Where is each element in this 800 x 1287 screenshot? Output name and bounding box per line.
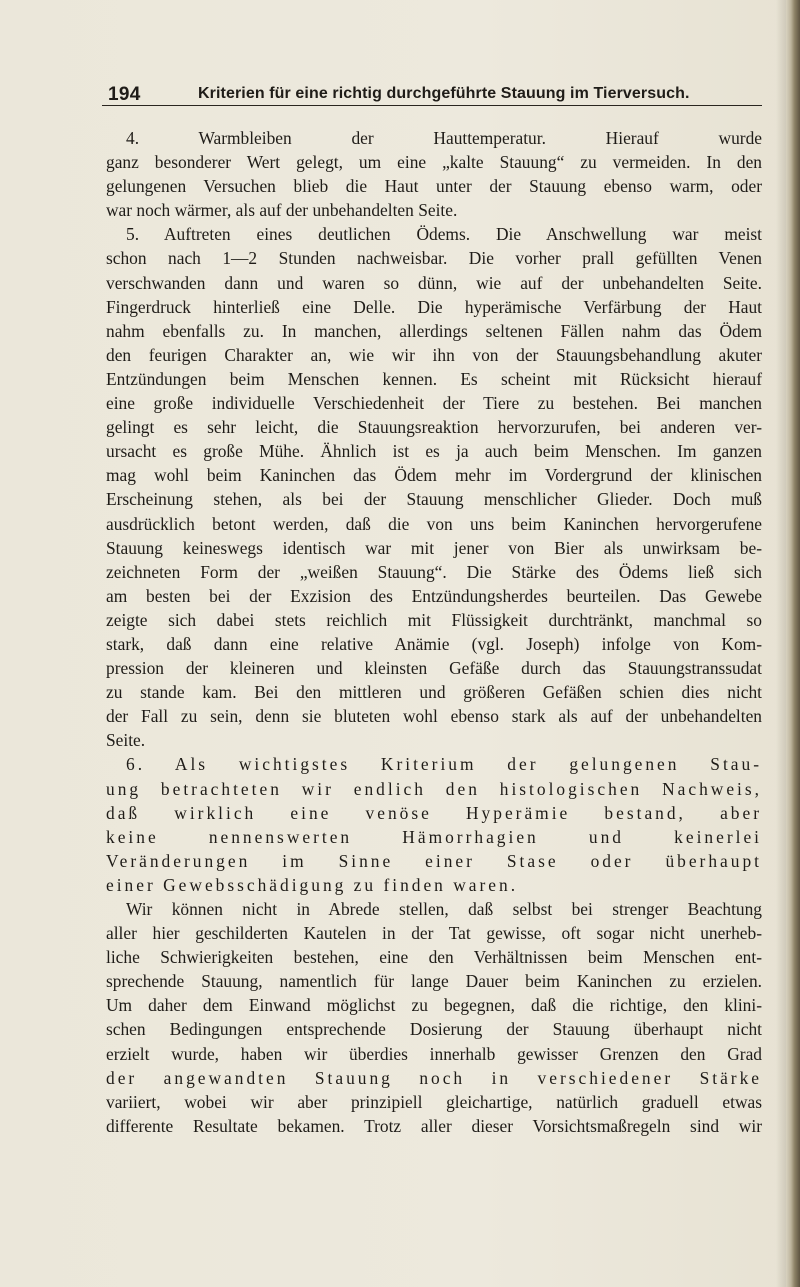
paragraph-7-line: Wir können nicht in Abrede stellen, daß selbst bei strenger Beachtung <box>126 899 762 919</box>
paragraph-6-line: 6. Als wichtigstes Kriterium der gelungenen Stau- <box>126 754 762 775</box>
text-line: nahm ebenfalls zu. In manchen, allerdings seltenen Fällen nahm das Ödem <box>106 320 762 341</box>
text-line: schon nach 1—2 Stunden nachweisbar. Die vorher prall gefüllten Venen <box>106 248 762 269</box>
text-line: Erscheinung stehen, als bei der Stauung menschlicher Glieder. Doch muß <box>106 489 762 510</box>
book-binding-edge <box>786 0 800 1287</box>
text-line: stark, daß dann eine relative Anämie (vgl. Joseph) infolge von Kom- <box>106 633 762 654</box>
text-line: war noch wärmer, als auf der unbehandelten Seite. <box>106 200 458 221</box>
text-line: mag wohl beim Kaninchen das Ödem mehr im Vordergrund der klinischen <box>106 465 762 486</box>
running-head: Kriterien für eine richtig durchgeführte Stauung im Tierversuch. <box>198 85 690 102</box>
text-line: eine große individuelle Verschiedenheit der Tiere zu bestehen. Bei manchen <box>106 393 762 414</box>
text-line: differente Resultate bekamen. Trotz aller dieser Vorsichtsmaßregeln sind wir <box>106 1115 762 1136</box>
paragraph-5-line: 5. Auftreten eines deutlichen Ödems. Die Anschwellung war meist <box>126 224 762 245</box>
body-text <box>106 126 762 1138</box>
text-line: variiert, wobei wir aber prinzipiell gleichartige, natürlich graduell etwas <box>106 1091 762 1112</box>
text-line: pression der kleineren und kleinsten Gefäße durch das Stauungstranssudat <box>106 658 762 679</box>
text-line: gelungenen Versuchen blieb die Haut unter der Stauung ebenso warm, oder <box>106 176 762 197</box>
text-line: ganz besonderer Wert gelegt, um eine „kalte Stauung“ zu vermeiden. In den <box>106 152 762 173</box>
text-line-spaced: daß wirklich eine venöse Hyperämie bestand, aber <box>106 802 762 823</box>
text-line: sprechende Stauung, namentlich für lange Dauer beim Kaninchen zu erzielen. <box>106 971 762 992</box>
text-line: der Fall zu sein, denn sie bluteten wohl ebenso stark als auf der unbehandelten <box>106 706 762 727</box>
text-line: erzielt wurde, haben wir überdies innerhalb gewisser Grenzen den Grad <box>106 1043 762 1064</box>
text-line: zeigte sich dabei stets reichlich mit Flüssigkeit durchtränkt, manchmal so <box>106 609 762 630</box>
text-line: liche Schwierigkeiten bestehen, eine den Verhältnissen beim Menschen ent- <box>106 947 762 968</box>
text-line: Entzündungen beim Menschen kennen. Es scheint mit Rücksicht hierauf <box>106 368 762 389</box>
text-line: den feurigen Charakter an, wie wir ihn von der Stauungsbehandlung akuter <box>106 344 762 365</box>
text-line-spaced: ung betrachteten wir endlich den histologischen Nachweis, <box>106 778 762 799</box>
text-line: Seite. <box>106 730 146 751</box>
text-line: Um daher dem Einwand möglichst zu begegnen, daß die richtige, den klini- <box>106 995 762 1016</box>
text-line-spaced: Veränderungen im Sinne einer Stase oder überhaupt <box>106 850 762 871</box>
text-line-spaced: keine nennenswerten Hämorrhagien und keinerlei <box>106 826 762 847</box>
text-line-spaced: einer Gewebsschädigung zu finden waren. <box>106 874 519 895</box>
text-line: verschwanden dann und waren so dünn, wie auf der unbehandelten Seite. <box>106 272 762 293</box>
header-rule <box>102 105 762 106</box>
text-line: schen Bedingungen entsprechende Dosierung der Stauung überhaupt nicht <box>106 1019 762 1040</box>
binding-shadow <box>776 0 786 1287</box>
text-line: Stauung keineswegs identisch war mit jener von Bier als unwirksam be- <box>106 537 762 558</box>
text-line: ursacht es große Mühe. Ähnlich ist es ja auch beim Menschen. Im ganzen <box>106 441 762 462</box>
text-line: Fingerdruck hinterließ eine Delle. Die hyperämische Verfärbung der Haut <box>106 296 762 317</box>
text-line: zeichneten Form der „weißen Stauung“. Die Stärke des Ödems ließ sich <box>106 561 762 582</box>
text-line: zu stande kam. Bei den mittleren und größeren Gefäßen schien dies nicht <box>106 682 762 703</box>
text-line: am besten bei der Exzision des Entzündungsherdes beurteilen. Das Gewebe <box>106 585 762 606</box>
text-line: ausdrücklich betont werden, daß die von uns beim Kaninchen hervorgerufene <box>106 513 762 534</box>
page-number: 194 <box>108 84 141 105</box>
text-line: aller hier geschilderten Kautelen in der Tat gewisse, oft sogar nicht unerheb- <box>106 923 762 944</box>
text-line-spaced: der angewandten Stauung noch in verschiedener Stärke <box>106 1067 762 1088</box>
paragraph-4-line: 4. Warmbleiben der Hauttemperatur. Hierauf wurde <box>126 128 762 148</box>
text-line: gelingt es sehr leicht, die Stauungsreaktion hervorzurufen, bei anderen ver- <box>106 417 762 438</box>
